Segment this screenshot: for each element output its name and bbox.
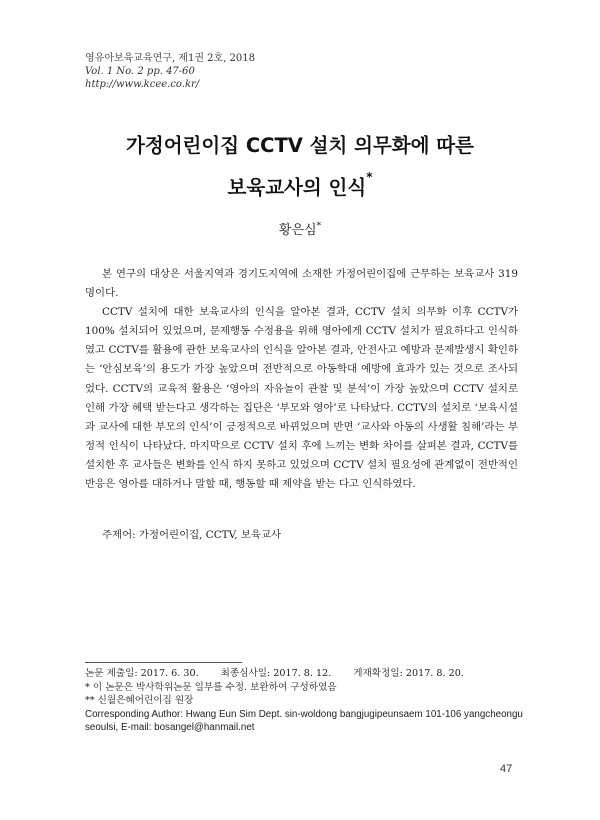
- keywords: 주제어: 가정어린이집, CCTV, 보육교사: [102, 529, 282, 541]
- submission-dates: [85, 667, 525, 681]
- footnote-divider: [85, 662, 242, 663]
- paper-title-text: 보육교사의 인식: [227, 176, 367, 199]
- page-number: 47: [500, 763, 513, 775]
- paper-title-line1: 가정어린이집 CCTV 설치 의무화에 따른: [126, 134, 474, 157]
- accepted-date: 게재확정일: 2017. 8. 20.: [353, 668, 464, 679]
- footnote-1: * 이 논문은 박사학위논문 일부를 수정. 보완하여 구성하였음: [85, 681, 337, 693]
- journal-header: [85, 52, 255, 91]
- author: [0, 219, 600, 238]
- journal-citation: 영유아보육교육연구, 제1권 2호, 2018: [85, 53, 255, 64]
- volume-pages: Vol. 1 No. 2 pp. 47-60: [85, 66, 195, 77]
- journal-url[interactable]: http://www.kcee.co.kr/: [85, 79, 200, 90]
- submitted-date: 논문 제출일: 2017. 6. 30.: [85, 668, 199, 679]
- author-footnote-mark: *: [316, 221, 322, 232]
- corresponding-author: Corresponding Author: Hwang Eun Sim Dept. sin-woldong bangjugipeunsaem 101-106 yangcheongu seoulsi, E-mail: bosangel@hanmail.net: [85, 708, 523, 733]
- title-footnote-mark: *: [366, 170, 373, 184]
- paper-title-line2: [0, 172, 600, 200]
- footnotes: [85, 667, 525, 735]
- abstract: [85, 265, 518, 494]
- author-name: 황은심: [278, 223, 317, 238]
- abstract-paragraph-1: 본 연구의 대상은 서울지역과 경기도지역에 소재한 가정어린이집에 근무하는 보육교사 319명이다.: [85, 268, 518, 300]
- footnote-2: ** 신월은혜어린이집 원장: [85, 695, 194, 706]
- reviewed-date: 최종심사일: 2017. 8. 12.: [220, 668, 332, 679]
- abstract-paragraph-2: CCTV 설치에 대한 보육교사의 인식을 알아본 결과, CCTV 설치 의무화 이후 CCTV가 100% 설치되어 있었으며, 문제행동 수정용을 위해 영아에게 CCTV 설치가 필요하다고 인식하였고 CCTV를 활용에 관한 보육교사의 인식을 알아본 결과, 안전사고 예방과 문제발생시 확인하는 ‘안심보육’의 용도가 가장 높았으며 전반적으로 아동학대 예방에 효과가 있는 것으로 조사되었다. CCTV의 교육적 활용은 ‘영아의 자유놀이 관찰 및 분석’이 가장 높았으며 CCTV 설치로 인해 가장 혜택 받는다고 생각하는 집단은 ‘부모와 영아’로 나타났다. CCTV의 설치로 ‘보육시설과 교사에 대한 부모의 인식’이 긍정적으로 바뀌었으며 반면 ‘교사와 아동의 사생활 침해’라는 부정적 인식이 나타났다. 마지막으로 CCTV 설치 후에 느끼는 변화 차이를 살펴본 결과, CCTV를 설치한 후 교사들은 변화를 인식 하지 못하고 있었으며 CCTV 설치 필요성에 관계없이 전반적인 반응은 영아를 대하거나 말할 때, 행동할 때 제약을 받는 다고 인식하였다.: [85, 306, 518, 491]
